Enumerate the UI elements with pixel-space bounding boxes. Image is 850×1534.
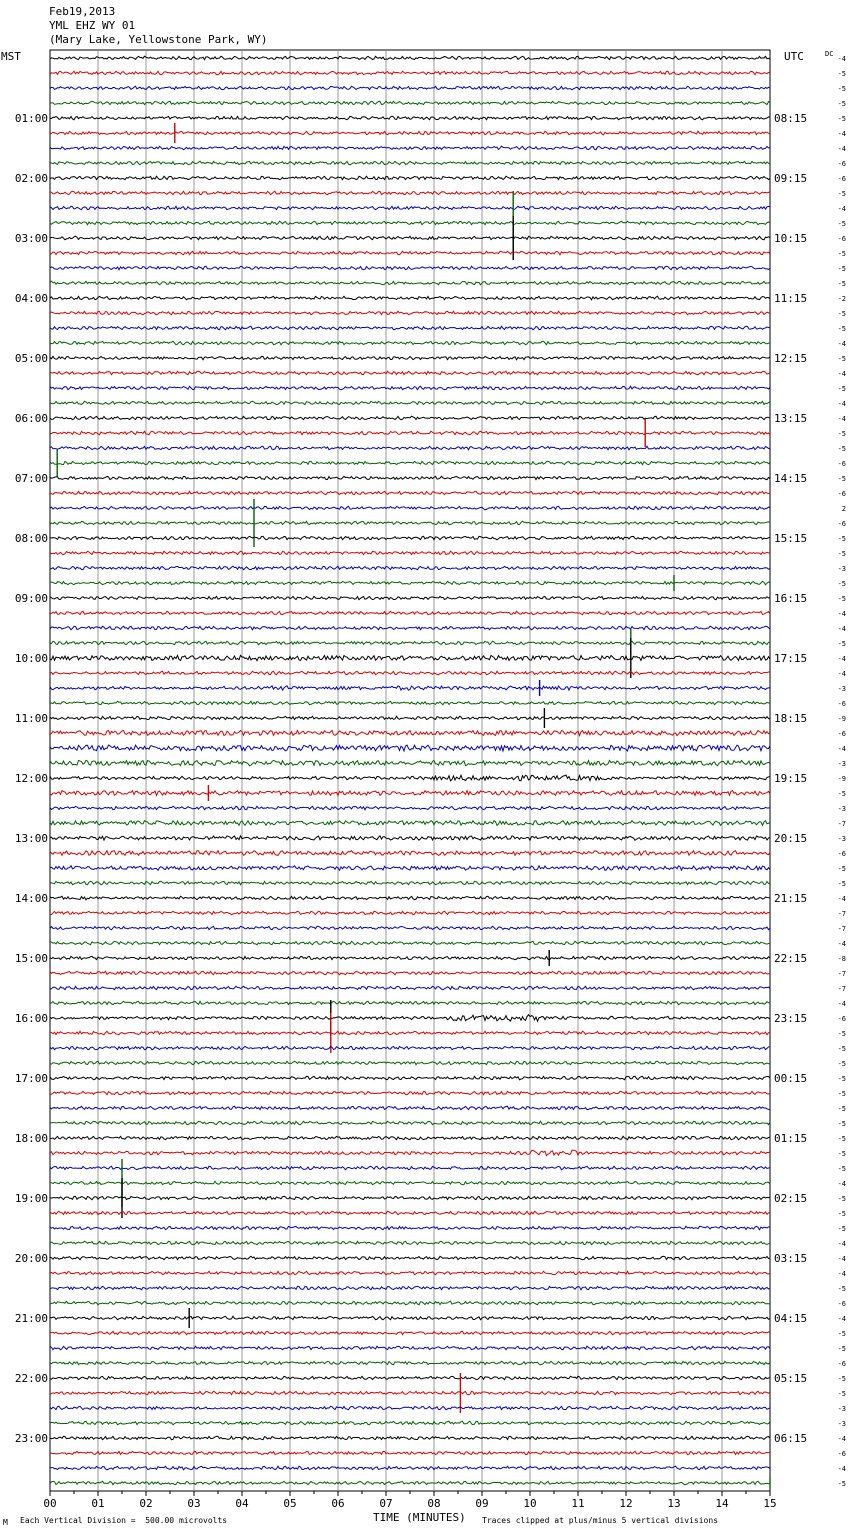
dc-offset-label: -5 xyxy=(837,475,846,483)
dc-offset-label: -5 xyxy=(837,580,846,588)
division-note: Each Vertical Division = 500.00 microvolts xyxy=(20,1516,228,1525)
dc-offset-label: -6 xyxy=(837,1300,846,1308)
right-hour-label: 04:15 xyxy=(774,1312,808,1325)
dc-offset-label: -5 xyxy=(837,70,846,78)
dc-offset-label: -5 xyxy=(837,385,846,393)
trace-line xyxy=(50,1150,770,1155)
dc-offset-label: -5 xyxy=(837,190,846,198)
left-timezone-label: MST xyxy=(1,50,21,63)
dc-offset-label: -6 xyxy=(837,1360,846,1368)
dc-offset-label: -4 xyxy=(837,1270,846,1278)
trace-line xyxy=(50,671,770,675)
trace-line xyxy=(50,281,770,285)
trace-line xyxy=(50,1421,770,1425)
dc-offset-label: -6 xyxy=(837,1450,846,1458)
dc-offset-label: -4 xyxy=(837,1255,846,1263)
dc-offset-label: -6 xyxy=(837,490,846,498)
x-tick-label: 14 xyxy=(715,1497,729,1510)
date-label: Feb19,2013 xyxy=(49,5,116,18)
trace-line xyxy=(50,1106,770,1110)
x-tick-label: 04 xyxy=(235,1497,249,1510)
trace-line xyxy=(50,236,770,240)
trace-line xyxy=(50,206,770,209)
dc-offset-label: -6 xyxy=(837,850,846,858)
dc-offset-label: -6 xyxy=(837,175,846,183)
left-hour-label: 16:00 xyxy=(14,1012,48,1025)
dc-offset-label: -5 xyxy=(837,280,846,288)
dc-offset-label: -5 xyxy=(837,1195,846,1203)
left-hour-label: 08:00 xyxy=(14,532,48,545)
right-timezone-label: UTC xyxy=(784,50,804,63)
dc-offset-label: -5 xyxy=(837,1150,846,1158)
dc-offset-label: -3 xyxy=(837,565,846,573)
dc-offset-label: -4 xyxy=(837,895,846,903)
trace-line xyxy=(50,101,770,105)
trace-line xyxy=(50,161,770,165)
trace-line xyxy=(50,1466,770,1470)
left-hour-label: 04:00 xyxy=(14,292,48,305)
right-hour-label: 12:15 xyxy=(774,352,808,365)
dc-offset-label: -8 xyxy=(837,955,846,963)
trace-line xyxy=(50,1286,770,1290)
dc-offset-label: -5 xyxy=(837,1120,846,1128)
trace-line xyxy=(50,641,770,645)
trace-line xyxy=(50,431,770,435)
trace-line xyxy=(50,491,770,495)
left-hour-label: 05:00 xyxy=(14,352,48,365)
left-hour-label: 11:00 xyxy=(14,712,48,725)
dc-offset-label: -4 xyxy=(837,625,846,633)
right-hour-label: 01:15 xyxy=(774,1132,808,1145)
left-hour-label: 17:00 xyxy=(14,1072,48,1085)
trace-line xyxy=(50,626,770,630)
trace-line xyxy=(50,926,770,930)
dc-offset-label: -5 xyxy=(837,220,846,228)
left-hour-label: 03:00 xyxy=(14,232,48,245)
dc-offset-label: -5 xyxy=(837,1480,846,1488)
right-hour-label: 18:15 xyxy=(774,712,808,725)
trace-line xyxy=(50,655,770,660)
dc-offset-label: -5 xyxy=(837,265,846,273)
trace-line xyxy=(50,836,770,840)
dc-offset-label: -5 xyxy=(837,880,846,888)
dc-offset-label: -5 xyxy=(837,1075,846,1083)
left-hour-label: 15:00 xyxy=(14,952,48,965)
trace-line xyxy=(50,311,770,315)
right-hour-label: 10:15 xyxy=(774,232,808,245)
dc-offset-label: -9 xyxy=(837,715,846,723)
trace-line xyxy=(50,371,770,375)
dc-offset-label: -3 xyxy=(837,805,846,813)
dc-offset-label: -5 xyxy=(837,115,846,123)
trace-group xyxy=(50,56,770,1489)
trace-line xyxy=(50,476,770,479)
trace-line xyxy=(50,1076,770,1080)
x-tick-label: 05 xyxy=(283,1497,297,1510)
trace-line xyxy=(50,851,770,856)
trace-line xyxy=(50,1271,770,1275)
right-hour-label: 00:15 xyxy=(774,1072,808,1085)
trace-line xyxy=(50,566,770,569)
dc-offset-label: -7 xyxy=(837,925,846,933)
dc-offset-label: -5 xyxy=(837,1285,846,1293)
dc-offset-label: -5 xyxy=(837,1105,846,1113)
trace-line xyxy=(50,1331,770,1334)
trace-line xyxy=(50,1001,770,1004)
dc-offset-label: -4 xyxy=(837,400,846,408)
x-tick-label: 07 xyxy=(379,1497,393,1510)
trace-line xyxy=(50,1481,770,1484)
right-hour-label: 16:15 xyxy=(774,592,808,605)
right-hour-label: 23:15 xyxy=(774,1012,808,1025)
trace-line xyxy=(50,701,770,705)
dc-offset-label: -5 xyxy=(837,865,846,873)
trace-line xyxy=(50,1166,770,1170)
dc-offset-label: -7 xyxy=(837,985,846,993)
trace-line xyxy=(50,1226,770,1230)
x-tick-label: 08 xyxy=(427,1497,441,1510)
left-hour-label: 13:00 xyxy=(14,832,48,845)
right-hour-label: 22:15 xyxy=(774,952,808,965)
dc-offset-label: -5 xyxy=(837,790,846,798)
dc-offset-label: -6 xyxy=(837,730,846,738)
dc-offset-label: -5 xyxy=(837,1345,846,1353)
dc-offset-label: -5 xyxy=(837,445,846,453)
trace-line xyxy=(50,1451,770,1454)
left-hour-label: 06:00 xyxy=(14,412,48,425)
left-hour-label: 02:00 xyxy=(14,172,48,185)
trace-line xyxy=(50,1211,770,1214)
dc-offset-label: -4 xyxy=(837,205,846,213)
trace-line xyxy=(50,251,770,255)
trace-line xyxy=(50,1031,770,1035)
dc-offset-label: -4 xyxy=(837,415,846,423)
dc-offset-label: -6 xyxy=(837,700,846,708)
trace-line xyxy=(50,881,770,884)
x-tick-label: 00 xyxy=(43,1497,57,1510)
left-hour-label: 23:00 xyxy=(14,1432,48,1445)
trace-line xyxy=(50,611,770,614)
trace-line xyxy=(50,296,770,300)
right-hour-label: 14:15 xyxy=(774,472,808,485)
trace-line xyxy=(50,1436,770,1440)
dc-offset-label: -4 xyxy=(837,145,846,153)
dc-offset-label: -5 xyxy=(837,1030,846,1038)
trace-line xyxy=(50,1015,770,1022)
dc-offset-label: -5 xyxy=(837,250,846,258)
trace-line xyxy=(50,821,770,826)
trace-line xyxy=(50,131,770,135)
dc-offset-label: -4 xyxy=(837,340,846,348)
trace-line xyxy=(50,911,770,914)
trace-line xyxy=(50,326,770,330)
dc-offset-label: -5 xyxy=(837,310,846,318)
left-hour-label: 14:00 xyxy=(14,892,48,905)
dc-offset-label: -5 xyxy=(837,640,846,648)
trace-line xyxy=(50,1256,770,1259)
trace-line xyxy=(50,1361,770,1365)
dc-offset-label: -7 xyxy=(837,910,846,918)
dc-offset-label: -3 xyxy=(837,760,846,768)
right-hour-label: 08:15 xyxy=(774,112,808,125)
trace-line xyxy=(50,356,770,360)
trace-line xyxy=(50,1046,770,1050)
clip-note: Traces clipped at plus/minus 5 vertical divisions xyxy=(482,1516,719,1525)
dc-offset-label: -5 xyxy=(837,535,846,543)
trace-line xyxy=(50,386,770,389)
trace-line xyxy=(50,86,770,90)
trace-line xyxy=(50,596,770,599)
trace-line xyxy=(50,1136,770,1140)
x-tick-label: 15 xyxy=(763,1497,777,1510)
left-hour-label: 18:00 xyxy=(14,1132,48,1145)
dc-offset-label: -4 xyxy=(837,1435,846,1443)
trace-line xyxy=(50,71,770,75)
corner-mark: M xyxy=(3,1518,8,1527)
dc-offset-label: -5 xyxy=(837,1060,846,1068)
dc-offset-label: -3 xyxy=(837,835,846,843)
right-hour-label: 09:15 xyxy=(774,172,808,185)
dc-offset-label: -5 xyxy=(837,1225,846,1233)
dc-offset-label: -5 xyxy=(837,1330,846,1338)
dc-header-label: DC xyxy=(825,50,834,58)
dc-offset-label: -5 xyxy=(837,550,846,558)
dc-offset-label: -9 xyxy=(837,775,846,783)
left-hour-label: 07:00 xyxy=(14,472,48,485)
trace-line xyxy=(50,956,770,960)
x-tick-label: 10 xyxy=(523,1497,537,1510)
dc-offset-label: -3 xyxy=(837,1405,846,1413)
dc-offset-label: -2 xyxy=(837,295,846,303)
left-hour-label: 12:00 xyxy=(14,772,48,785)
dc-offset-label: -5 xyxy=(837,430,846,438)
dc-offset-label: -4 xyxy=(837,370,846,378)
trace-line xyxy=(50,1391,770,1395)
dc-offset-label: -5 xyxy=(837,355,846,363)
left-hour-label: 09:00 xyxy=(14,592,48,605)
left-hour-label: 20:00 xyxy=(14,1252,48,1265)
dc-offset-label: -4 xyxy=(837,1240,846,1248)
trace-line xyxy=(50,1376,770,1380)
dc-offset-label: -4 xyxy=(837,610,846,618)
right-hour-label: 20:15 xyxy=(774,832,808,845)
x-tick-label: 06 xyxy=(331,1497,345,1510)
dc-offset-label: -5 xyxy=(837,100,846,108)
trace-line xyxy=(50,266,770,269)
trace-line xyxy=(50,116,770,120)
trace-line xyxy=(50,1316,770,1320)
dc-offset-label: -5 xyxy=(837,325,846,333)
right-hour-label: 11:15 xyxy=(774,292,808,305)
left-hour-label: 22:00 xyxy=(14,1372,48,1385)
trace-line xyxy=(50,806,770,810)
location-label: (Mary Lake, Yellowstone Park, WY) xyxy=(49,33,268,46)
trace-line xyxy=(50,446,770,450)
right-hour-label: 06:15 xyxy=(774,1432,808,1445)
trace-line xyxy=(50,506,770,510)
trace-line xyxy=(50,341,770,344)
dc-offset-label: -4 xyxy=(837,940,846,948)
left-hour-label: 10:00 xyxy=(14,652,48,665)
dc-offset-label: -5 xyxy=(837,1135,846,1143)
right-hour-label: 15:15 xyxy=(774,532,808,545)
right-hour-label: 17:15 xyxy=(774,652,808,665)
dc-offset-label: -6 xyxy=(837,160,846,168)
dc-offset-label: -6 xyxy=(837,1015,846,1023)
dc-offset-label: -4 xyxy=(837,55,846,63)
trace-line xyxy=(50,401,770,404)
trace-line xyxy=(50,1196,770,1200)
trace-line xyxy=(50,1061,770,1064)
trace-line xyxy=(50,521,770,524)
dc-offset-label: -5 xyxy=(837,1210,846,1218)
trace-line xyxy=(50,1301,770,1305)
left-hour-label: 21:00 xyxy=(14,1312,48,1325)
dc-offset-label: -4 xyxy=(837,745,846,753)
dc-offset-label: -4 xyxy=(837,1465,846,1473)
dc-offset-label: -4 xyxy=(837,670,846,678)
dc-offset-label: -3 xyxy=(837,1420,846,1428)
x-tick-label: 11 xyxy=(571,1497,585,1510)
dc-offset-label: -6 xyxy=(837,235,846,243)
trace-line xyxy=(50,745,770,751)
right-hour-label: 05:15 xyxy=(774,1372,808,1385)
station-label: YML EHZ WY 01 xyxy=(49,19,136,32)
dc-offset-label: -7 xyxy=(837,820,846,828)
right-hour-label: 13:15 xyxy=(774,412,808,425)
dc-offset-label: -5 xyxy=(837,1045,846,1053)
right-hour-label: 21:15 xyxy=(774,892,808,905)
dc-offset-label: -5 xyxy=(837,1090,846,1098)
trace-line xyxy=(50,941,770,945)
trace-line xyxy=(50,146,770,150)
trace-line xyxy=(50,1241,770,1244)
right-hour-label: 03:15 xyxy=(774,1252,808,1265)
trace-line xyxy=(50,56,770,60)
x-tick-label: 12 xyxy=(619,1497,633,1510)
x-tick-label: 13 xyxy=(667,1497,681,1510)
x-tick-label: 03 xyxy=(187,1497,201,1510)
left-hour-label: 19:00 xyxy=(14,1192,48,1205)
left-hour-label: 01:00 xyxy=(14,112,48,125)
trace-line xyxy=(50,971,770,975)
trace-line xyxy=(50,461,770,465)
dc-offset-label: -6 xyxy=(837,460,846,468)
trace-line xyxy=(50,536,770,540)
right-hour-label: 19:15 xyxy=(774,772,808,785)
trace-line xyxy=(50,686,770,690)
right-hour-label: 02:15 xyxy=(774,1192,808,1205)
trace-line xyxy=(50,191,770,194)
trace-line xyxy=(50,1406,770,1410)
trace-line xyxy=(50,866,770,871)
dc-offset-label: -5 xyxy=(837,1390,846,1398)
dc-offset-label: -4 xyxy=(837,1315,846,1323)
dc-offset-label: -4 xyxy=(837,1180,846,1188)
trace-line xyxy=(50,1346,770,1350)
dc-offset-label: 2 xyxy=(841,505,846,513)
dc-offset-label: -5 xyxy=(837,1165,846,1173)
x-tick-label: 09 xyxy=(475,1497,489,1510)
trace-line xyxy=(50,551,770,555)
trace-line xyxy=(50,1121,770,1125)
trace-line xyxy=(50,221,770,225)
dc-offset-label: -4 xyxy=(837,1000,846,1008)
trace-line xyxy=(50,1181,770,1185)
trace-line xyxy=(50,986,770,989)
dc-offset-label: -3 xyxy=(837,685,846,693)
trace-line xyxy=(50,730,770,735)
trace-line xyxy=(50,1091,770,1094)
trace-line xyxy=(50,775,770,781)
trace-line xyxy=(50,176,770,180)
dc-offset-label: -5 xyxy=(837,595,846,603)
x-tick-label: 01 xyxy=(91,1497,105,1510)
trace-line xyxy=(50,581,770,585)
x-tick-label: 02 xyxy=(139,1497,153,1510)
trace-line xyxy=(50,896,770,900)
dc-offset-label: -4 xyxy=(837,655,846,663)
trace-line xyxy=(50,416,770,420)
trace-line xyxy=(50,716,770,719)
dc-offset-label: -6 xyxy=(837,520,846,528)
dc-offset-label: -7 xyxy=(837,970,846,978)
trace-line xyxy=(50,791,770,796)
dc-offset-label: -5 xyxy=(837,85,846,93)
trace-line xyxy=(50,760,770,765)
x-axis-title: TIME (MINUTES) xyxy=(373,1511,466,1524)
dc-offset-label: -4 xyxy=(837,130,846,138)
dc-offset-label: -5 xyxy=(837,1375,846,1383)
